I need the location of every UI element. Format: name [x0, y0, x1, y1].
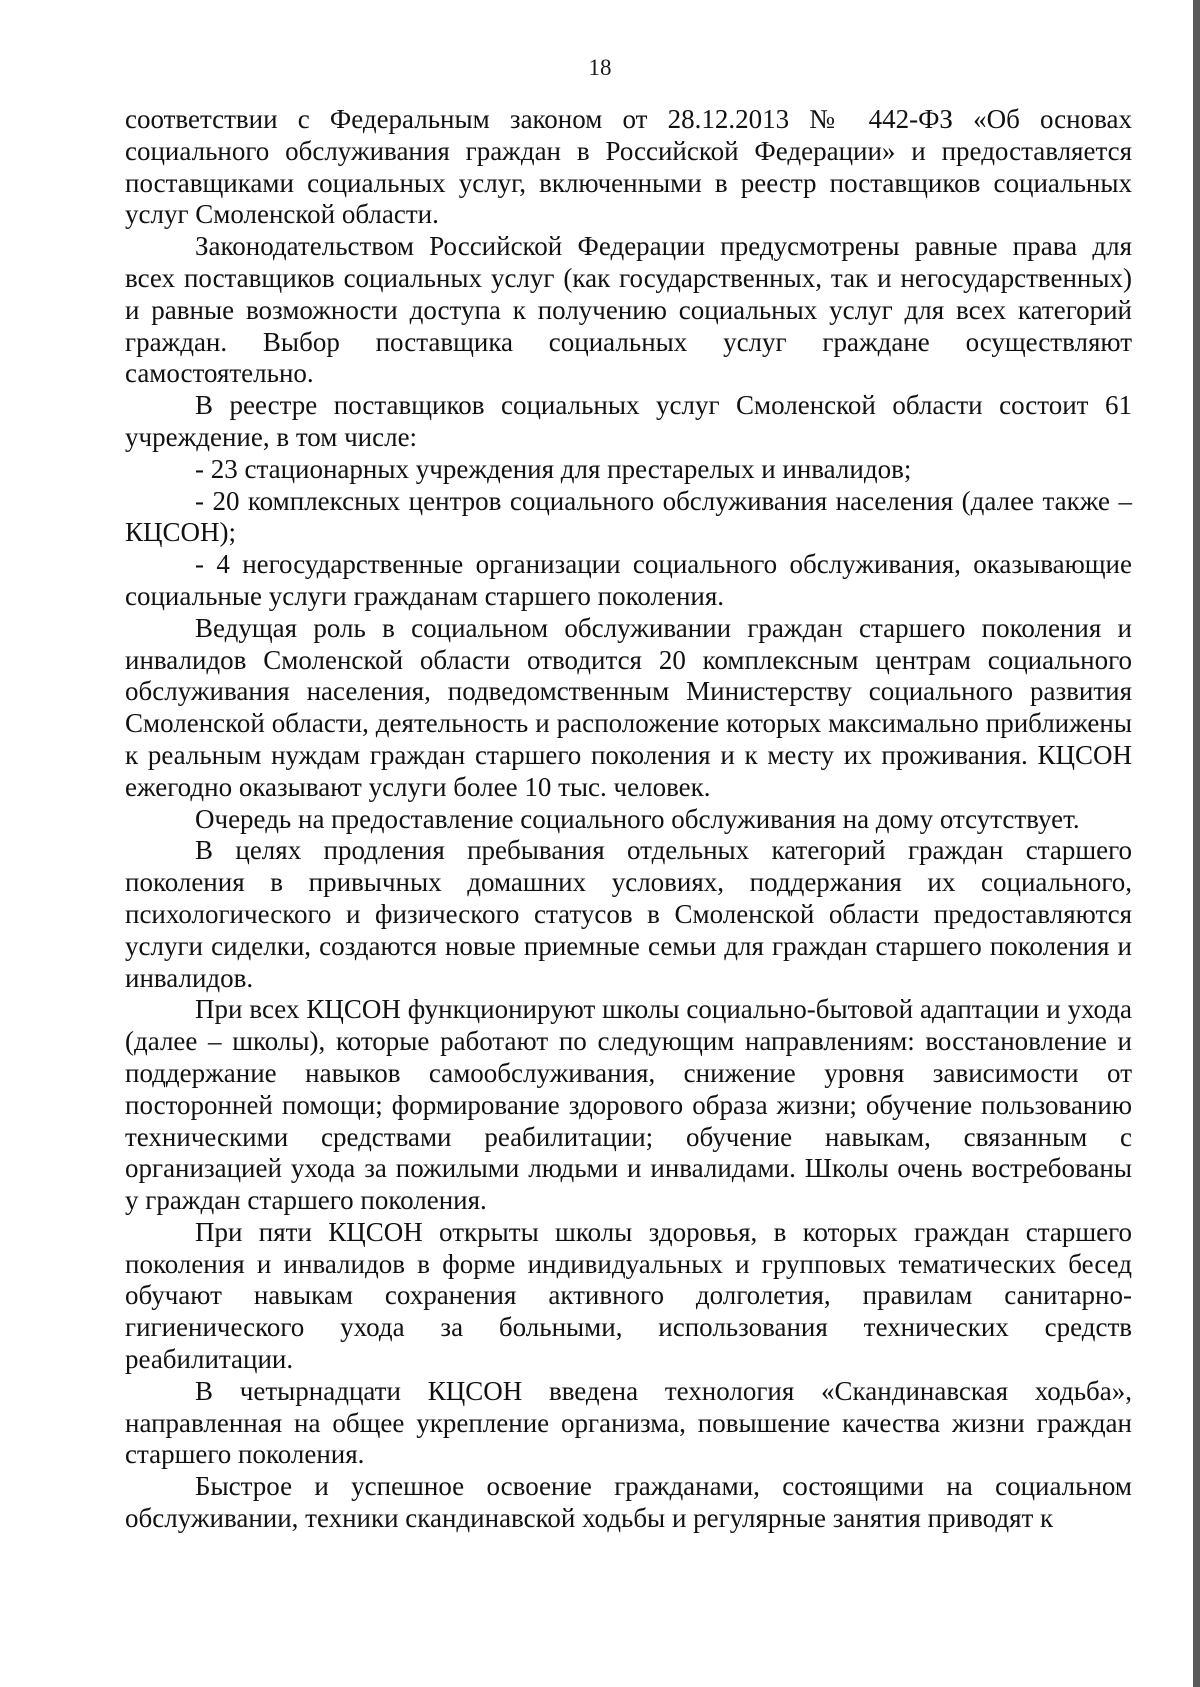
body-text [125, 104, 1132, 1535]
paragraph: В целях продления пребывания отдельных категорий граждан старшего поколения в привычных домашних условиях, поддержания их социального, психологического и физического статусов в Смоленской области предоставляются услуги сиделки, создаются новые приемные семьи для граждан старшего поколения и инвалидов. [125, 835, 1132, 993]
list-item: - 4 негосударственные организации социального обслуживания, оказывающие социальные услуги гражданам старшего поколения. [125, 549, 1132, 611]
paragraph: В реестре поставщиков социальных услуг Смоленской области состоит 61 учреждение, в том числе: [125, 390, 1132, 452]
paragraph: При пяти КЦСОН открыты школы здоровья, в которых граждан старшего поколения и инвалидов в форме индивидуальных и групповых тематических бесед обучают навыкам сохранения активного долголетия, правилам санитарно-гигиенического ухода за больными, использования технических средств реабилитации. [125, 1216, 1132, 1375]
paragraph: Очередь на предоставление социального обслуживания на дому отсутствует. [195, 803, 1080, 834]
paragraph: Законодательством Российской Федерации предусмотрены равные права для всех поставщиков социальных услуг (как государственных, так и негосударственных) и равные возможности доступа к получению социальных услуг для всех категорий граждан. Выбор поставщика социальных услуг граждане осуществляют самостоятельно. [125, 231, 1132, 389]
list-item: - 23 стационарных учреждения для престарелых и инвалидов; [195, 453, 912, 484]
page-number: 18 [588, 55, 612, 80]
paragraph: Быстрое и успешное освоение гражданами, состоящими на социальном обслуживании, техники скандинавской ходьбы и регулярные занятия приводят к [125, 1471, 1132, 1534]
paragraph: При всех КЦСОН функционируют школы социально-бытовой адаптации и ухода (далее – школы), которые работают по следующим направлениям: восстановление и поддержание навыков самообслуживания, снижение уровня зависимости от посторонней помощи; формирование здорового образа жизни; обучение пользованию техническими средствами реабилитации; обучение навыкам, связанным с организацией ухода за пожилыми людьми и инвалидами. Школы очень востребованы у граждан старшего поколения. [125, 994, 1132, 1216]
scan-edge [1193, 0, 1200, 1687]
list-item: - 20 комплексных центров социального обслуживания населения (далее также – КЦСОН); [125, 485, 1132, 548]
paragraph: Ведущая роль в социальном обслуживании граждан старшего поколения и инвалидов Смоленской области отводится 20 комплексным центрам социального обслуживания населения, подведомственным Министерству социального развития Смоленской области, деятельность и расположение которых максимально приближены к реальным нуждам граждан старшего поколения и к месту их проживания. КЦСОН ежегодно оказывают услуги более 10 тыс. человек. [125, 612, 1132, 802]
paragraph: В четырнадцати КЦСОН введена технология «Скандинавская ходьба», направленная на общее укрепление организма, повышение качества жизни граждан старшего поколения. [125, 1375, 1132, 1470]
paragraph: соответствии с Федеральным законом от 28.12.2013 № 442-ФЗ «Об основах социального обслуживания граждан в Российской Федерации» и предоставляется поставщиками социальных услуг, включенными в реестр поставщиков социальных услуг Смоленской области. [125, 104, 1132, 230]
